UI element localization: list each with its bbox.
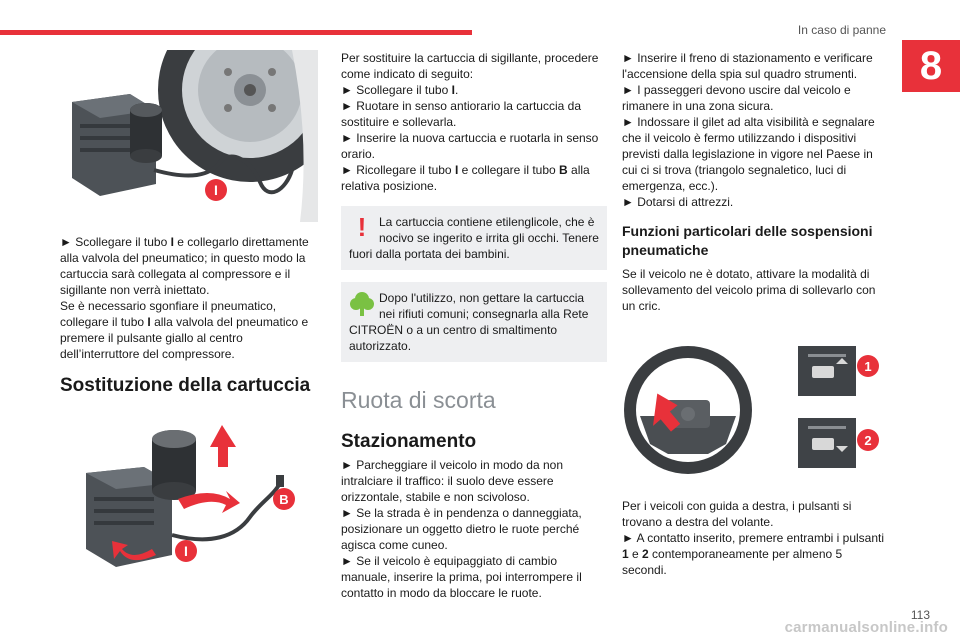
environment-text: Dopo l'utilizzo, non gettare la cartuccia nei rifiuti comuni; consegnarla alla Rete CITROËN o a un centro di smaltimento autorizzato. <box>349 291 589 353</box>
section-heading-cartuccia: Sostituzione della cartuccia <box>60 375 311 396</box>
right-hand-drive-note: Per i veicoli con guida a destra, i pulsanti si trovano a destra del volante. <box>622 499 852 529</box>
safety-step-2: ► I passeggeri devono uscire dal veicolo e rimanere in una zona sicura. <box>622 83 851 113</box>
parking-step-1: ► Parcheggiare il veicolo in modo da non intralciare il traffico: il suolo deve essere orizzontale, stabile e non scivoloso. <box>341 458 564 504</box>
parking-step-2: ► Se la strada è in pendenza o danneggiata, posizionare un oggetto dietro le ruote perché agisca come cuneo. <box>341 506 582 552</box>
parking-step-3: ► Se il veicolo è equipaggiato di cambio manuale, inserire la prima, poi interrompere il contatto in modo da bloccare le ruote. <box>341 554 582 600</box>
step-3: ► Inserire la nuova cartuccia e ruotarla in senso orario. <box>341 131 599 161</box>
steering-wheel-buttons-figure <box>622 334 890 484</box>
chapter-number-tab: 8 <box>902 40 960 92</box>
page-number: 113 <box>910 608 930 622</box>
paragraph-connect-hose: ► Scollegare il tubo I e collegarlo direttamente alla valvola del pneumatico; in questo modo la cartuccia sarà collegata al compressore e il sigillante non verrà iniettato. <box>60 235 309 297</box>
warning-note <box>341 206 607 270</box>
safety-step-4: ► Dotarsi di attrezzi. <box>622 195 734 209</box>
column-2 <box>341 50 607 601</box>
column-1 <box>60 50 318 589</box>
callout-2: 2 <box>864 433 872 448</box>
step-1: ► Scollegare il tubo I. <box>341 83 459 97</box>
safety-step-1: ► Inserire il freno di stazionamento e verificare l'accensione della spia sul quadro strumenti. <box>622 51 873 81</box>
subheading-stazionamento: Stazionamento <box>341 431 477 452</box>
tree-environment-icon <box>349 290 375 320</box>
environment-note <box>341 282 607 362</box>
callout-b: B <box>279 492 289 507</box>
suspension-intro: Se il veicolo ne è dotato, attivare la modalità di sollevamento del veicolo prima di sollevarlo con un cric. <box>622 267 876 313</box>
intro-text: Per sostituire la cartuccia di sigillante, procedere come indicato di seguito: <box>341 51 599 81</box>
compressor-connected-to-tyre-figure <box>60 50 318 222</box>
running-header: In caso di panne <box>797 23 886 37</box>
callout-1: 1 <box>864 359 872 374</box>
warning-text: La cartuccia contiene etilenglicole, che è nocivo se ingerito e irrita gli occhi. Tenere fuori dalla portata dei bambini. <box>349 215 599 261</box>
callout-i: I <box>214 182 218 198</box>
callout-i: I <box>184 543 188 559</box>
press-buttons-step: ► A contatto inserito, premere entrambi i pulsanti 1 e 2 contemporaneamente per almeno 5 secondi. <box>622 531 885 577</box>
safety-step-3: ► Indossare il gilet ad alta visibilità e segnalare che il veicolo è fermo utilizzando i dispositivi previsti dalla legislazione in vigore nel Paese in cui ci si trova (triangolo segnaletico, luci di emergenza, ecc.). <box>622 115 875 193</box>
column-3 <box>622 50 890 578</box>
section-heading-ruota: Ruota di scorta <box>341 387 496 413</box>
step-2: ► Ruotare in senso antiorario la cartuccia da sostituire e sollevarla. <box>341 99 581 129</box>
step-4: ► Ricollegare il tubo I e collegare il tubo B alla relativa posizione. <box>341 163 590 193</box>
watermark: carmanualsonline.info <box>784 619 948 636</box>
header-accent-bar <box>0 30 472 35</box>
subheading-sospensioni: Funzioni particolari delle sospensioni pneumatiche <box>622 223 873 258</box>
cartridge-replacement-figure <box>60 417 318 589</box>
warning-exclamation-icon: ! <box>357 212 367 242</box>
paragraph-deflate-tyre: Se è necessario sgonfiare il pneumatico, collegare il tubo I alla valvola del pneumatico e premere il pulsante giallo al centro dell’interruttore del compressore. <box>60 299 309 361</box>
